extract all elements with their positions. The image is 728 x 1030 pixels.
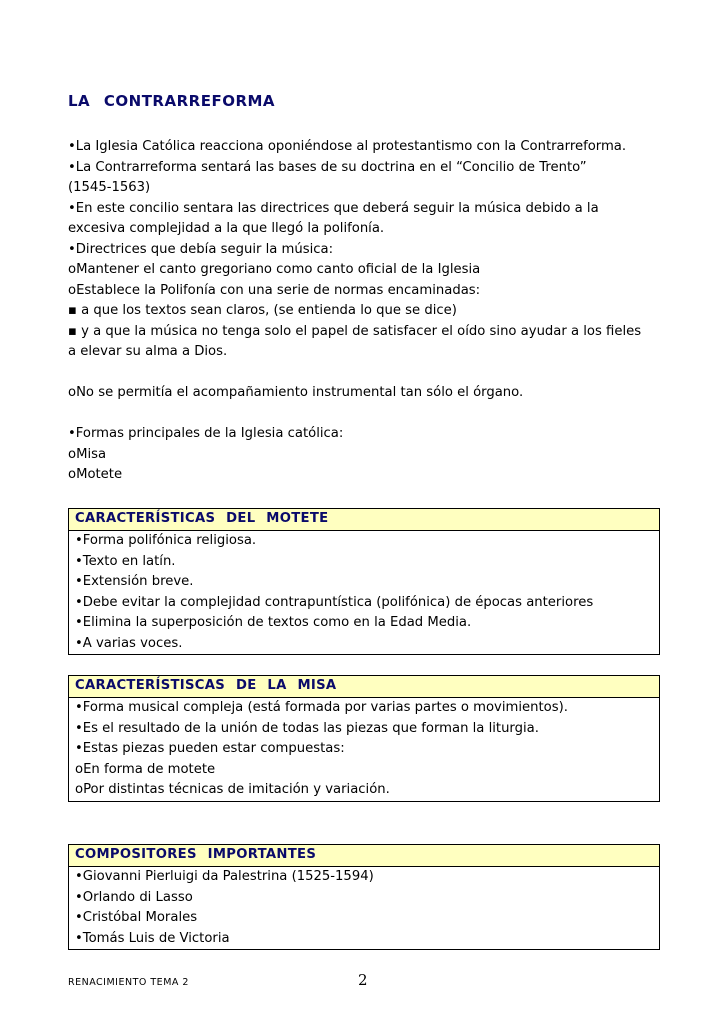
footer-label: RENACIMIENTO TEMA 2 [68, 977, 189, 988]
misa-heading: CARACTERÍSTISCAS DE LA MISA [69, 676, 659, 698]
composer-item: •Giovanni Pierluigi da Palestrina (1525-1594) [75, 869, 374, 884]
intro-line: •En este concilio sentara las directrices que deberá seguir la música debido a la [68, 200, 599, 216]
misa-item: •Estas piezas pueden estar compuestas: [75, 741, 345, 756]
misa-item: •Forma musical compleja (está formada por varias partes o movimientos). [75, 700, 568, 715]
motete-heading: CARACTERÍSTICAS DEL MOTETE [69, 509, 659, 531]
intro-line: oMotete [68, 467, 123, 482]
misa-item: oEn forma de motete [75, 761, 216, 777]
intro-text [68, 137, 668, 486]
intro-line: •Formas principales de la Iglesia católica: [68, 426, 344, 441]
intro-line: •Directrices que debía seguir la música: [68, 241, 334, 257]
intro-line: oMisa [68, 446, 107, 462]
motete-item: •Elimina la superposición de textos como en la Edad Media. [75, 615, 472, 630]
motete-item: •A varias voces. [75, 635, 183, 651]
page-title: LA CONTRARREFORMA [68, 92, 276, 110]
composer-item: •Orlando di Lasso [75, 889, 193, 905]
motete-item: •Extensión breve. [75, 574, 194, 589]
composers-box [68, 844, 660, 950]
motete-box [68, 508, 660, 655]
intro-line: (1545-1563) [68, 180, 151, 195]
motete-item: •Forma polifónica religiosa. [75, 533, 257, 548]
composer-item: •Tomás Luis de Victoria [75, 930, 230, 946]
intro-line: •La Iglesia Católica reacciona oponiéndose al protestantismo con la Contrarreforma. [68, 139, 627, 154]
motete-item: •Texto en latín. [75, 553, 176, 569]
intro-line: a elevar su alma a Dios. [68, 344, 228, 359]
motete-item: •Debe evitar la complejidad contrapuntística (polifónica) de épocas anteriores [75, 594, 594, 610]
misa-item: •Es el resultado de la unión de todas las piezas que forman la liturgia. [75, 720, 539, 736]
intro-line: ▪ a que los textos sean claros, (se entienda lo que se dice) [68, 303, 457, 318]
intro-line [68, 404, 668, 425]
intro-line: oMantener el canto gregoriano como canto oficial de la Iglesia [68, 262, 481, 277]
composer-item: •Cristóbal Morales [75, 910, 198, 925]
intro-line: •La Contrarreforma sentará las bases de su doctrina en el “Concilio de Trento” [68, 159, 587, 175]
intro-line: excesiva complejidad a la que llegó la polifonía. [68, 221, 385, 236]
intro-line [68, 363, 668, 384]
composers-heading: COMPOSITORES IMPORTANTES [69, 845, 659, 867]
misa-box [68, 675, 660, 802]
page-number: 2 [358, 971, 368, 989]
misa-item: oPor distintas técnicas de imitación y variación. [75, 782, 390, 797]
intro-line: oEstablece la Polifonía con una serie de normas encaminadas: [68, 282, 481, 298]
intro-line: oNo se permitía el acompañamiento instrumental tan sólo el órgano. [68, 385, 524, 400]
intro-line: ▪ y a que la música no tenga solo el papel de satisfacer el oído sino ayudar a los fieles [68, 323, 642, 339]
